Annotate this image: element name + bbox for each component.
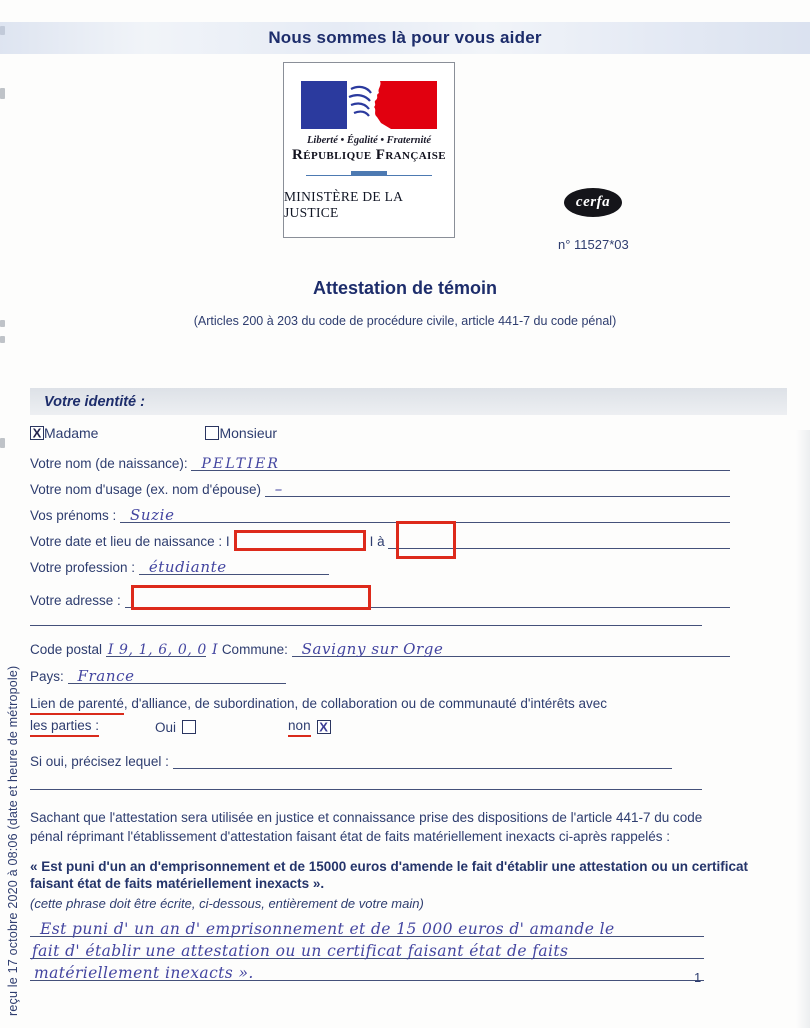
redaction-box-address <box>131 585 371 610</box>
birth-place-field[interactable] <box>388 528 730 549</box>
logo-ministry: MINISTÈRE DE LA JUSTICE <box>284 189 403 220</box>
handwriting-instruction: (cette phrase doit être écrite, ci-dessous, entièrement de votre main) <box>30 896 424 912</box>
oui-checkbox[interactable] <box>182 720 196 734</box>
commune-label: Commune: <box>221 642 292 657</box>
profession-field[interactable] <box>139 554 329 575</box>
birth-place-separator: I à <box>369 534 389 549</box>
firstnames-label: Vos prénoms : <box>30 508 121 523</box>
help-banner <box>0 22 810 54</box>
birth-name-value: PELTIER <box>201 456 281 472</box>
form-subtitle: (Articles 200 à 203 du code de procédure civile, article 441-7 du code pénal) <box>193 314 617 328</box>
non-label: non <box>288 718 311 737</box>
form-title: Attestation de témoin <box>312 278 497 298</box>
relation-question-line1 <box>30 696 787 711</box>
address-label: Votre adresse : <box>30 593 125 608</box>
firstnames-row <box>30 503 730 523</box>
form-body <box>30 388 787 981</box>
handwritten-line-1 <box>30 915 704 937</box>
relation-rest: , d'alliance, de subordination, de collaboration ou de communauté d'intérêts avec <box>123 696 608 711</box>
sioui-row <box>30 749 730 769</box>
sioui-field[interactable] <box>173 748 672 769</box>
commune-field[interactable] <box>292 634 730 657</box>
handwritten-line-3 <box>30 959 704 981</box>
madame-checkbox[interactable] <box>30 426 44 440</box>
postal-value: I 9, 1, 6, 0, 0 I <box>107 642 219 658</box>
redaction-box-birthplace <box>396 521 456 559</box>
non-checkbox[interactable] <box>317 720 331 734</box>
postal-label: Code postal <box>30 642 106 657</box>
penalty-statement: « Est puni d'un an d'emprisonnement et de 15000 euros d'amende le fait d'établir une attestation ou un certificat faisant état de faits matériellement inexacts ». <box>30 858 748 892</box>
identity-section-title: Votre identité : <box>44 393 145 410</box>
handwritten-line-2 <box>30 937 704 959</box>
address-row <box>30 584 730 608</box>
madame-label: Madame <box>44 425 99 441</box>
sioui-label: Si oui, précisez lequel : <box>30 753 173 769</box>
handwritten-text-1: Est puni d' un an d' emprisonnement et de 15 000 euros d' amande le <box>40 919 615 938</box>
birth-name-row <box>30 451 730 471</box>
handwritten-text-2: fait d' établir une attestation ou un certificat faisant état de faits <box>32 941 569 960</box>
relation-underlined-2: les parties : <box>30 718 99 737</box>
postal-commune-row <box>30 635 730 657</box>
scan-artifact <box>0 438 5 448</box>
scan-artifact <box>0 336 5 343</box>
relation-question-line2 <box>30 718 787 737</box>
postal-field[interactable] <box>106 634 219 658</box>
country-value: France <box>77 667 135 685</box>
check-x-icon: X <box>32 425 42 440</box>
firstnames-field[interactable] <box>120 502 730 523</box>
monsieur-label: Monsieur <box>219 425 278 441</box>
profession-row <box>30 555 730 575</box>
civility-row <box>30 425 787 441</box>
page-number: 1 <box>694 970 702 985</box>
logo-divider <box>306 175 432 176</box>
commune-value: Savigny sur Orge <box>301 640 444 658</box>
country-label: Pays: <box>30 669 68 684</box>
usage-name-field[interactable] <box>265 476 730 497</box>
usage-name-value: – <box>274 480 283 498</box>
usage-name-label: Votre nom d'usage (ex. nom d'épouse) <box>30 482 265 497</box>
firstnames-value: Suzie <box>130 506 175 524</box>
address-field[interactable] <box>125 583 730 608</box>
cerfa-number: n° 11527*03 <box>558 237 629 252</box>
oui-label: Oui <box>155 719 177 735</box>
redaction-box-birthdate <box>234 530 366 551</box>
blank-line[interactable] <box>30 789 702 790</box>
context-paragraph: Sachant que l'attestation sera utilisée en justice et connaissance prise des dispositions de l'article 441-7 du code pénal réprimant l'établissement d'attestation faisant état de faits matériellement inexacts ci-après rappelés : <box>30 809 703 845</box>
monsieur-checkbox[interactable] <box>205 426 219 440</box>
scan-shadow <box>796 430 810 1028</box>
usage-name-row <box>30 477 730 497</box>
logo-republic: République Française <box>292 147 446 163</box>
cerfa-label: cerfa <box>575 194 611 210</box>
help-banner-text: Nous sommes là pour vous aider <box>268 28 542 47</box>
birth-date-label: Votre date et lieu de naissance : I <box>30 534 230 549</box>
birth-name-label: Votre nom (de naissance): <box>30 456 192 471</box>
logo-motto: Liberté • Égalité • Fraternité <box>306 135 431 146</box>
birth-date-place-row <box>30 529 730 549</box>
relation-underlined-1: Lien de parenté <box>30 696 124 715</box>
scan-artifact <box>0 88 5 99</box>
handwritten-text-3: matériellement inexacts ». <box>34 963 254 982</box>
identity-section-header <box>30 388 787 415</box>
check-x-icon: X <box>319 719 328 735</box>
receipt-stamp: reçu le 17 octobre 2020 à 08:06 (date et heure de métropole) <box>6 665 20 1016</box>
birth-name-field[interactable] <box>191 450 730 471</box>
profession-label: Votre profession : <box>30 560 139 575</box>
country-row <box>30 664 730 684</box>
blank-line[interactable] <box>30 625 702 626</box>
marianne-flag-icon <box>301 81 437 129</box>
cerfa-logo <box>564 188 622 217</box>
country-field[interactable] <box>68 663 286 684</box>
profession-value: étudiante <box>148 558 227 576</box>
ministry-logo-box <box>283 62 455 238</box>
